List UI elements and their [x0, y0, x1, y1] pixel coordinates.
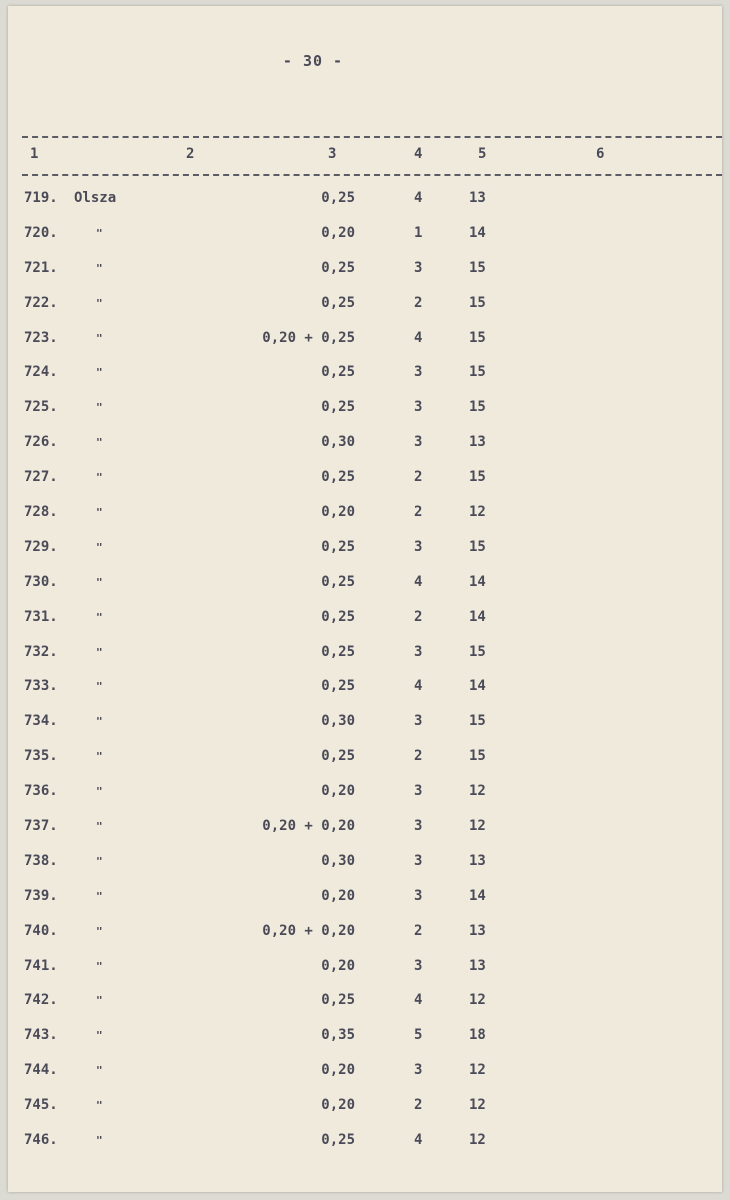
column-header-1: 1	[30, 146, 39, 162]
row-index: 721.	[24, 259, 58, 276]
value-col-5: 14	[469, 224, 486, 241]
ditto-mark: "	[96, 296, 103, 310]
row-index: 738.	[24, 852, 58, 869]
value-col-5: 15	[469, 538, 486, 555]
value-col-3: 0,25	[321, 1132, 355, 1149]
row-index: 741.	[24, 957, 58, 974]
ditto-mark: "	[96, 540, 103, 554]
value-col-4: 3	[414, 887, 423, 904]
value-col-3: 0,30	[321, 434, 355, 451]
table-row	[8, 849, 722, 884]
value-col-4: 3	[414, 643, 423, 660]
value-col-4: 2	[414, 469, 423, 486]
value-col-4: 3	[414, 957, 423, 974]
value-col-5: 13	[469, 434, 486, 451]
row-index: 729.	[24, 538, 58, 555]
ditto-mark: "	[96, 366, 103, 380]
row-index: 734.	[24, 713, 58, 730]
ditto-mark: "	[96, 610, 103, 624]
value-col-3: 0,25	[321, 259, 355, 276]
value-col-3: 0,25	[321, 748, 355, 765]
ditto-mark: "	[96, 1029, 103, 1043]
value-col-3: 0,25	[321, 573, 355, 590]
row-index: 735.	[24, 748, 58, 765]
ditto-mark: "	[96, 785, 103, 799]
ditto-mark: "	[96, 575, 103, 589]
table-row	[8, 884, 722, 919]
value-col-4: 3	[414, 259, 423, 276]
row-index: 731.	[24, 608, 58, 625]
species-name: Olsza	[74, 190, 117, 206]
value-col-3: 0,20	[321, 504, 355, 521]
row-index: 728.	[24, 504, 58, 521]
ditto-mark: "	[96, 924, 103, 938]
value-col-3: 0,25	[321, 608, 355, 625]
table-row	[8, 500, 722, 535]
value-col-5: 13	[469, 922, 486, 939]
column-header-3: 3	[328, 146, 337, 162]
value-col-5: 14	[469, 573, 486, 590]
row-index: 725.	[24, 399, 58, 416]
ditto-mark: "	[96, 401, 103, 415]
value-col-4: 5	[414, 1027, 423, 1044]
table-row	[8, 256, 722, 291]
value-col-5: 13	[469, 957, 486, 974]
value-col-4: 3	[414, 852, 423, 869]
row-index: 740.	[24, 922, 58, 939]
table-row	[8, 814, 722, 849]
value-col-4: 2	[414, 294, 423, 311]
table-row	[8, 988, 722, 1023]
value-col-3: 0,25	[321, 190, 355, 206]
table-row	[8, 430, 722, 465]
ditto-mark: "	[96, 820, 103, 834]
value-col-3: 0,20	[321, 783, 355, 800]
value-col-4: 3	[414, 713, 423, 730]
ditto-mark: "	[96, 889, 103, 903]
table-body	[8, 186, 722, 1163]
value-col-5: 14	[469, 887, 486, 904]
row-index: 737.	[24, 818, 58, 835]
value-col-3: 0,25	[321, 538, 355, 555]
value-col-4: 3	[414, 783, 423, 800]
value-col-4: 2	[414, 922, 423, 939]
value-col-3: 0,20 + 0,25	[262, 329, 355, 346]
ditto-mark: "	[96, 471, 103, 485]
ditto-mark: "	[96, 750, 103, 764]
value-col-4: 2	[414, 608, 423, 625]
value-col-5: 12	[469, 818, 486, 835]
table-row	[8, 291, 722, 326]
row-index: 719.	[24, 190, 58, 206]
value-col-3: 0,30	[321, 713, 355, 730]
value-col-5: 15	[469, 469, 486, 486]
table-row	[8, 221, 722, 256]
document-page	[8, 6, 722, 1192]
value-col-5: 15	[469, 364, 486, 381]
table-row	[8, 465, 722, 500]
table-row	[8, 570, 722, 605]
value-col-4: 4	[414, 190, 423, 206]
ditto-mark: "	[96, 261, 103, 275]
value-col-4: 3	[414, 434, 423, 451]
value-col-4: 2	[414, 504, 423, 521]
value-col-3: 0,20	[321, 1097, 355, 1114]
value-col-3: 0,25	[321, 992, 355, 1009]
ditto-mark: "	[96, 645, 103, 659]
table-row	[8, 919, 722, 954]
value-col-3: 0,35	[321, 1027, 355, 1044]
value-col-5: 12	[469, 504, 486, 521]
table-header-rule	[22, 174, 722, 176]
value-col-5: 15	[469, 713, 486, 730]
value-col-3: 0,20 + 0,20	[262, 818, 355, 835]
value-col-5: 14	[469, 608, 486, 625]
table-row	[8, 640, 722, 675]
value-col-5: 15	[469, 748, 486, 765]
value-col-5: 12	[469, 1132, 486, 1149]
table-row	[8, 674, 722, 709]
value-col-5: 15	[469, 329, 486, 346]
value-col-5: 13	[469, 190, 486, 206]
column-header-4: 4	[414, 146, 423, 162]
column-header-6: 6	[596, 146, 605, 162]
row-index: 723.	[24, 329, 58, 346]
value-col-3: 0,20 + 0,20	[262, 922, 355, 939]
value-col-5: 12	[469, 1097, 486, 1114]
value-col-3: 0,25	[321, 678, 355, 695]
value-col-4: 4	[414, 678, 423, 695]
table-row	[8, 535, 722, 570]
value-col-3: 0,25	[321, 469, 355, 486]
value-col-3: 0,25	[321, 643, 355, 660]
table-row	[8, 744, 722, 779]
row-index: 733.	[24, 678, 58, 695]
table-row	[8, 1093, 722, 1128]
table-row	[8, 779, 722, 814]
value-col-4: 3	[414, 364, 423, 381]
value-col-3: 0,20	[321, 224, 355, 241]
value-col-4: 3	[414, 399, 423, 416]
table-row	[8, 360, 722, 395]
value-col-5: 13	[469, 852, 486, 869]
column-header-5: 5	[478, 146, 487, 162]
column-header-2: 2	[186, 146, 195, 162]
value-col-5: 12	[469, 783, 486, 800]
row-index: 722.	[24, 294, 58, 311]
ditto-mark: "	[96, 436, 103, 450]
ditto-mark: "	[96, 994, 103, 1008]
value-col-5: 15	[469, 399, 486, 416]
value-col-5: 12	[469, 992, 486, 1009]
value-col-3: 0,30	[321, 852, 355, 869]
row-index: 744.	[24, 1062, 58, 1079]
value-col-3: 0,20	[321, 957, 355, 974]
value-col-3: 0,20	[321, 1062, 355, 1079]
table-row	[8, 709, 722, 744]
value-col-5: 12	[469, 1062, 486, 1079]
table-row	[8, 326, 722, 361]
value-col-4: 2	[414, 748, 423, 765]
value-col-3: 0,20	[321, 887, 355, 904]
ditto-mark: "	[96, 715, 103, 729]
value-col-4: 4	[414, 1132, 423, 1149]
row-index: 724.	[24, 364, 58, 381]
ditto-mark: "	[96, 506, 103, 520]
ditto-mark: "	[96, 1064, 103, 1078]
row-index: 727.	[24, 469, 58, 486]
value-col-4: 4	[414, 992, 423, 1009]
table-row	[8, 1058, 722, 1093]
page-number: - 30 -	[282, 52, 344, 70]
value-col-3: 0,25	[321, 364, 355, 381]
value-col-4: 3	[414, 818, 423, 835]
table-row	[8, 1128, 722, 1163]
value-col-5: 18	[469, 1027, 486, 1044]
row-index: 742.	[24, 992, 58, 1009]
row-index: 739.	[24, 887, 58, 904]
ditto-mark: "	[96, 1099, 103, 1113]
row-index: 730.	[24, 573, 58, 590]
row-index: 745.	[24, 1097, 58, 1114]
ditto-mark: "	[96, 226, 103, 240]
ditto-mark: "	[96, 854, 103, 868]
table-row	[8, 1023, 722, 1058]
ditto-mark: "	[96, 959, 103, 973]
row-index: 743.	[24, 1027, 58, 1044]
value-col-5: 15	[469, 643, 486, 660]
row-index: 732.	[24, 643, 58, 660]
ditto-mark: "	[96, 1134, 103, 1148]
table-top-rule	[22, 136, 722, 138]
ditto-mark: "	[96, 680, 103, 694]
value-col-3: 0,25	[321, 294, 355, 311]
value-col-4: 2	[414, 1097, 423, 1114]
value-col-4: 4	[414, 329, 423, 346]
ditto-mark: "	[96, 331, 103, 345]
value-col-3: 0,25	[321, 399, 355, 416]
table-row	[8, 186, 722, 221]
value-col-5: 15	[469, 259, 486, 276]
value-col-4: 1	[414, 224, 423, 241]
table-row	[8, 954, 722, 989]
row-index: 720.	[24, 224, 58, 241]
value-col-5: 15	[469, 294, 486, 311]
value-col-5: 14	[469, 678, 486, 695]
value-col-4: 3	[414, 1062, 423, 1079]
row-index: 746.	[24, 1132, 58, 1149]
value-col-4: 3	[414, 538, 423, 555]
value-col-4: 4	[414, 573, 423, 590]
table-row	[8, 395, 722, 430]
table-row	[8, 605, 722, 640]
row-index: 726.	[24, 434, 58, 451]
row-index: 736.	[24, 783, 58, 800]
